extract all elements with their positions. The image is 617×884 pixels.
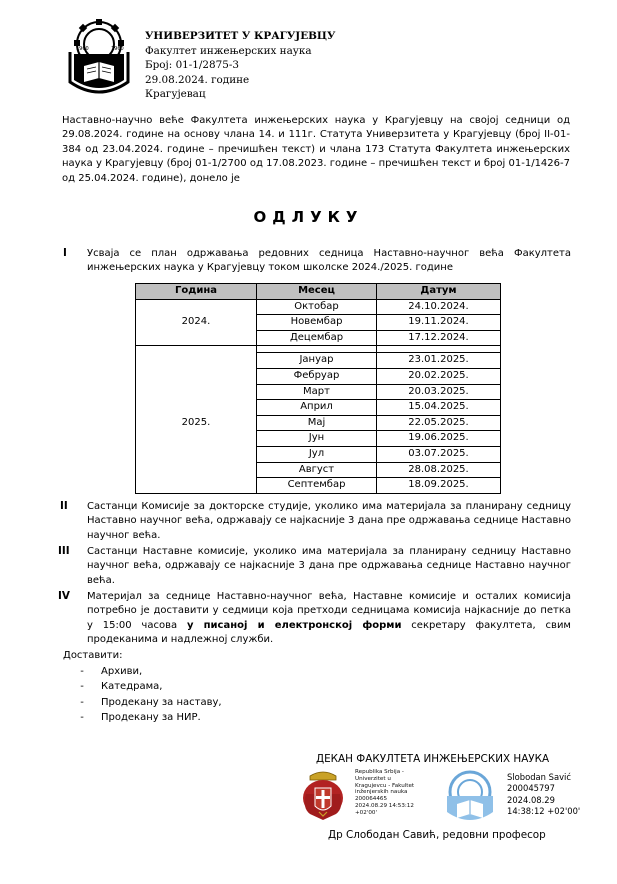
stamp-line: 200064465	[355, 796, 388, 803]
table-header-row	[136, 284, 501, 300]
month-cell: Јануар	[257, 353, 377, 369]
table-row	[136, 353, 501, 369]
delivery-label: Доставити:	[63, 650, 123, 661]
section-2-number: II	[60, 500, 68, 512]
section-1-number: I	[63, 247, 67, 259]
section-4-text-bold: у писаној и електронској форми	[186, 619, 402, 631]
header-month: Месец	[257, 284, 377, 300]
month-cell: Јун	[257, 431, 377, 447]
date-cell: 19.06.2025.	[377, 431, 501, 447]
header-date: Датум	[377, 284, 501, 300]
intro-paragraph: Наставно-научно веће Факултета инжењерских наука у Крагујевцу на својој седници од 29.08.2024. године на основу члана 14. и 111г. Статута Универзитета у Крагујевцу (број II-01-384 од 23.04.2024. године – пречишћен текст) и члана 173 Статута Факултета инжењерских наука у Крагујевцу (број 01-1/2700 од 17.08.2023. године – пречишћен текст и број 01-1/1426-7 од 25.04.2024. године), донело је	[62, 115, 570, 184]
delivery-item: Продекану за НИР.	[101, 712, 201, 724]
header-year: Година	[136, 284, 257, 300]
delivery-item: Катедрама,	[101, 681, 163, 693]
date-cell: 20.02.2025.	[377, 368, 501, 384]
digital-signature-info	[507, 772, 580, 818]
month-cell: Септембар	[257, 478, 377, 494]
section-4-text-a: Материјал за седнице Наставно-научног већа, Наставне комисије и осталих комисија потребно је доставити у седмици која претходи седницама комисија најкасније до петка у 15:00 часова	[87, 591, 571, 631]
stamp-line: Univerzitet u	[355, 775, 391, 782]
stamp-line: +02'00'	[355, 809, 377, 816]
date-cell: 17.12.2024.	[377, 330, 501, 346]
document-number: Број: 01-1/2875-3	[145, 59, 239, 72]
stamp-line: inženjerskih nauka	[355, 789, 408, 796]
date-cell: 15.04.2025.	[377, 400, 501, 416]
university-name: УНИВЕРЗИТЕТ У КРАГУЈЕВЦУ	[145, 30, 336, 42]
date-cell: 03.07.2025.	[377, 446, 501, 462]
signer-id: 200045797	[507, 783, 555, 794]
document-city: Крагујевац	[145, 88, 206, 101]
signature-date: 2024.08.29	[507, 794, 555, 805]
month-cell: Август	[257, 462, 377, 478]
delivery-list	[63, 648, 222, 726]
list-item: - Катедрама,	[63, 679, 222, 695]
document-date: 29.08.2024. године	[145, 73, 250, 86]
list-item: - Продекану за наставу,	[63, 695, 222, 711]
delivery-item: Продекану за наставу,	[101, 696, 222, 708]
spacer-cell	[377, 346, 501, 353]
letterhead	[145, 29, 335, 102]
university-logo	[66, 18, 132, 100]
section-3-text: Састанци Наставне комисије, уколико има материјала за планирану седницу Наставно научног већа, одржавају се најкасније 3 дана пре одржавања седнице Наставно научног већа.	[87, 546, 571, 586]
schedule-table	[135, 283, 501, 494]
spacer-cell	[257, 346, 377, 353]
stamp-line: Republika Srbija -	[355, 769, 404, 775]
date-cell: 20.03.2025.	[377, 384, 501, 400]
digital-signature-stamp	[355, 769, 414, 817]
logo-year-left: 1960	[76, 46, 89, 52]
dean-title: ДЕКАН ФАКУЛТЕТА ИНЖЕЊЕРСКИХ НАУКА	[316, 753, 550, 765]
month-cell: Март	[257, 384, 377, 400]
faculty-name: Факултет инжењерских наука	[145, 44, 312, 57]
table-row	[136, 299, 501, 315]
signature-time: 14:38:12 +02'00'	[507, 806, 581, 817]
signer-full-name: Др Слободан Савић, редовни професор	[328, 829, 546, 841]
month-cell: Новембар	[257, 315, 377, 331]
section-4-text	[87, 590, 571, 648]
logo-year-right: 1960	[111, 46, 124, 52]
date-cell: 19.11.2024.	[377, 315, 501, 331]
stamp-line: 2024.08.29 14:53:12	[355, 802, 414, 809]
month-cell: Април	[257, 400, 377, 416]
signer-name: Slobodan Savić	[507, 772, 571, 782]
date-cell: 22.05.2025.	[377, 415, 501, 431]
section-2-text: Састанци Комисије за докторске студије, уколико има материјала за планирану седницу Наставно научног већа, одржавају се најкасније 3 дана пре одржавања седнице Наставно научног већа.	[87, 501, 571, 541]
month-cell: Јул	[257, 446, 377, 462]
serbia-coat-of-arms-icon	[300, 768, 346, 823]
date-cell: 23.01.2025.	[377, 353, 501, 369]
faculty-logo-icon	[441, 768, 499, 824]
section-3-number: III	[58, 545, 70, 557]
spacer-cell	[136, 346, 257, 353]
decision-title: ОДЛУКУ	[253, 208, 364, 226]
delivery-item: Архиви,	[101, 665, 143, 677]
stamp-line: Kragujevcu - Fakultet	[355, 782, 415, 789]
month-cell: Мај	[257, 415, 377, 431]
section-4-number: IV	[58, 590, 70, 602]
year-cell: 2025.	[136, 353, 257, 493]
month-cell: Децембар	[257, 330, 377, 346]
list-item: - Архиви,	[63, 664, 222, 680]
date-cell: 18.09.2025.	[377, 478, 501, 494]
section-1-text: Усваја се план одржавања редовних седница Наставно-научног већа Факултета инжењерских наука у Крагујевцу током школске 2024./2025. године	[87, 248, 571, 274]
date-cell: 24.10.2024.	[377, 299, 501, 315]
date-cell: 28.08.2025.	[377, 462, 501, 478]
year-cell: 2024.	[136, 299, 257, 346]
list-item: - Продекану за НИР.	[63, 710, 222, 726]
table-spacer-row	[136, 346, 501, 353]
month-cell: Фебруар	[257, 368, 377, 384]
section-4-text-b: секретару факултета, свим продеканима и надлежној служби.	[87, 619, 571, 646]
month-cell: Октобар	[257, 299, 377, 315]
